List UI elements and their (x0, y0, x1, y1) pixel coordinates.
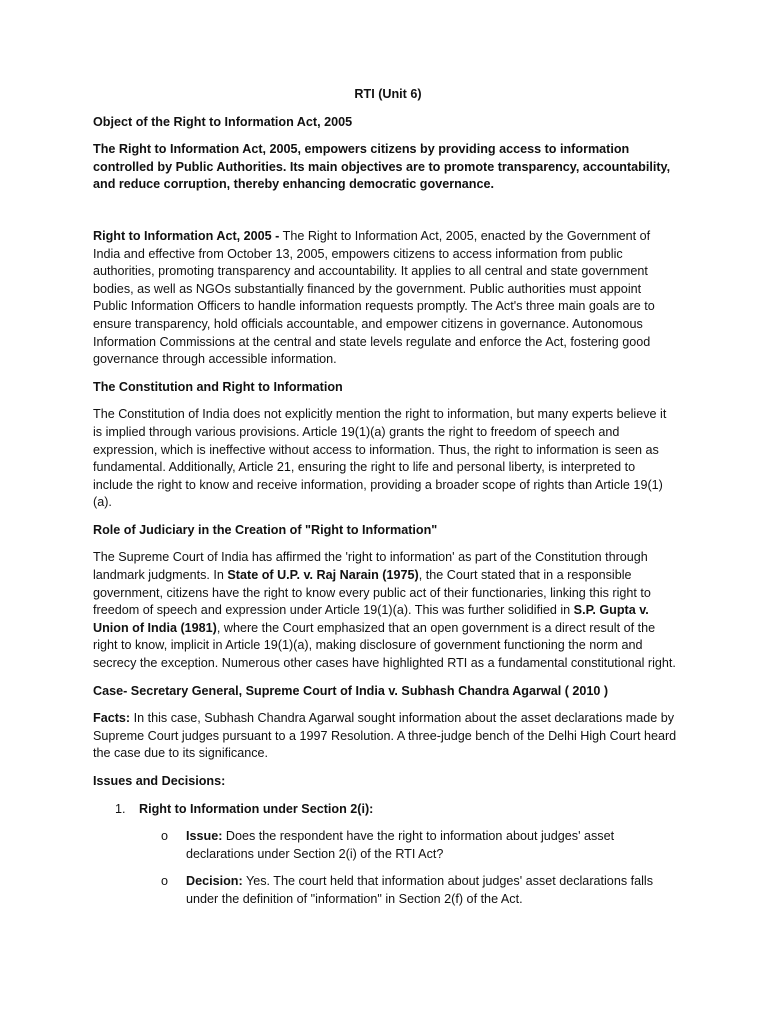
judiciary-text-2: , the Court stated that in a responsible government, citizens have the right to know every public act of their functionaries, linking this right to freedom of speech and expression under Article 19(1)(a). This was further solidified in (93, 568, 651, 618)
list-number: 1. (115, 801, 126, 816)
facts-paragraph (93, 710, 677, 763)
decision-label: Decision: (186, 874, 243, 889)
rti-act-lead: Right to Information Act, 2005 - (93, 228, 280, 243)
bullet-marker: o (161, 829, 169, 844)
case-heading: Case- Secretary General, Supreme Court of India v. Subhash Chandra Agarwal ( 2010 ) (93, 683, 609, 698)
facts-text: In this case, Subhash Chandra Agarwal sought information about the asset declarations made by Supreme Court judges pursuant to a 1997 Resolution. A three-judge bench of the Delhi High Court heard the case due to its significance. (93, 711, 677, 761)
case-raj-narain: State of U.P. v. Raj Narain (1975) (227, 568, 419, 583)
issues-heading: Issues and Decisions: (93, 774, 226, 788)
rti-act-text: The Right to Information Act, 2005, enacted by the Government of India and effective from October 13, 2005, empowers citizens to access information from public authorities, promoting transparency and accountability. It applies to all central and state government bodies, as well as NGOs substantially financed by the government. Public authorities must appoint Public Information Officers to handle information requests promptly. The Act's three main goals are to ensure transparency, hold officials accountable, and empower citizens in governance. Autonomous Information Commissions at the central and state levels regulate and enforce the Act, fostering good governance through accessible information. (93, 228, 655, 367)
sub-list-item (93, 828, 677, 863)
sub-list-item (93, 873, 677, 908)
facts-label: Facts: (93, 711, 131, 726)
judiciary-heading: Role of Judiciary in the Creation of "Right to Information" (93, 522, 438, 537)
constitution-heading: The Constitution and Right to Information (93, 379, 343, 394)
object-heading: Object of the Right to Information Act, 2005 (93, 114, 353, 129)
list-item-title: Right to Information under Section 2(i): (139, 801, 374, 816)
constitution-paragraph: The Constitution of India does not explicitly mention the right to information, but many experts believe it is implied through various provisions. Article 19(1)(a) grants the right to freedom of speech and expression, which is ineffective without access to information. Thus, the right to information is seen as fundamental. Additionally, Article 21, ensuring the right to life and personal liberty, is interpreted to include the right to know and receive information, providing a broader scope of rights than Article 19(1)(a). (93, 407, 667, 510)
rti-act-paragraph (93, 228, 677, 369)
decision-text: Yes. The court held that information about judges' asset declarations falls under the definition of "information" in Section 2(f) of the Act. (186, 874, 654, 906)
judiciary-paragraph (93, 549, 677, 672)
issue-label: Issue: (186, 829, 223, 844)
case-sp-gupta: S.P. Gupta v. Union of India (1981) (93, 603, 649, 635)
bullet-marker: o (161, 874, 169, 889)
document-title: RTI (Unit 6) (354, 87, 422, 101)
object-paragraph: The Right to Information Act, 2005, empowers citizens by providing access to information controlled by Public Authorities. Its main objectives are to promote transparency, accountability, and reduce corruption, thereby enhancing democratic governance. (93, 142, 671, 192)
document-body (93, 86, 677, 909)
list-item (93, 801, 677, 819)
judiciary-text-3: , where the Court emphasized that an open government is a direct result of the right to know, implicit in Article 19(1)(a), making disclosure of government functioning the norm and secrecy the exception. Numerous other cases have highlighted RTI as a fundamental constitutional right. (93, 620, 676, 671)
judiciary-text-1: The Supreme Court of India has affirmed the 'right to information' as part of the Constitution through landmark judgments. In (93, 550, 648, 583)
issue-text: Does the respondent have the right to information about judges' asset declarations under Section 2(i) of the RTI Act? (186, 829, 615, 861)
